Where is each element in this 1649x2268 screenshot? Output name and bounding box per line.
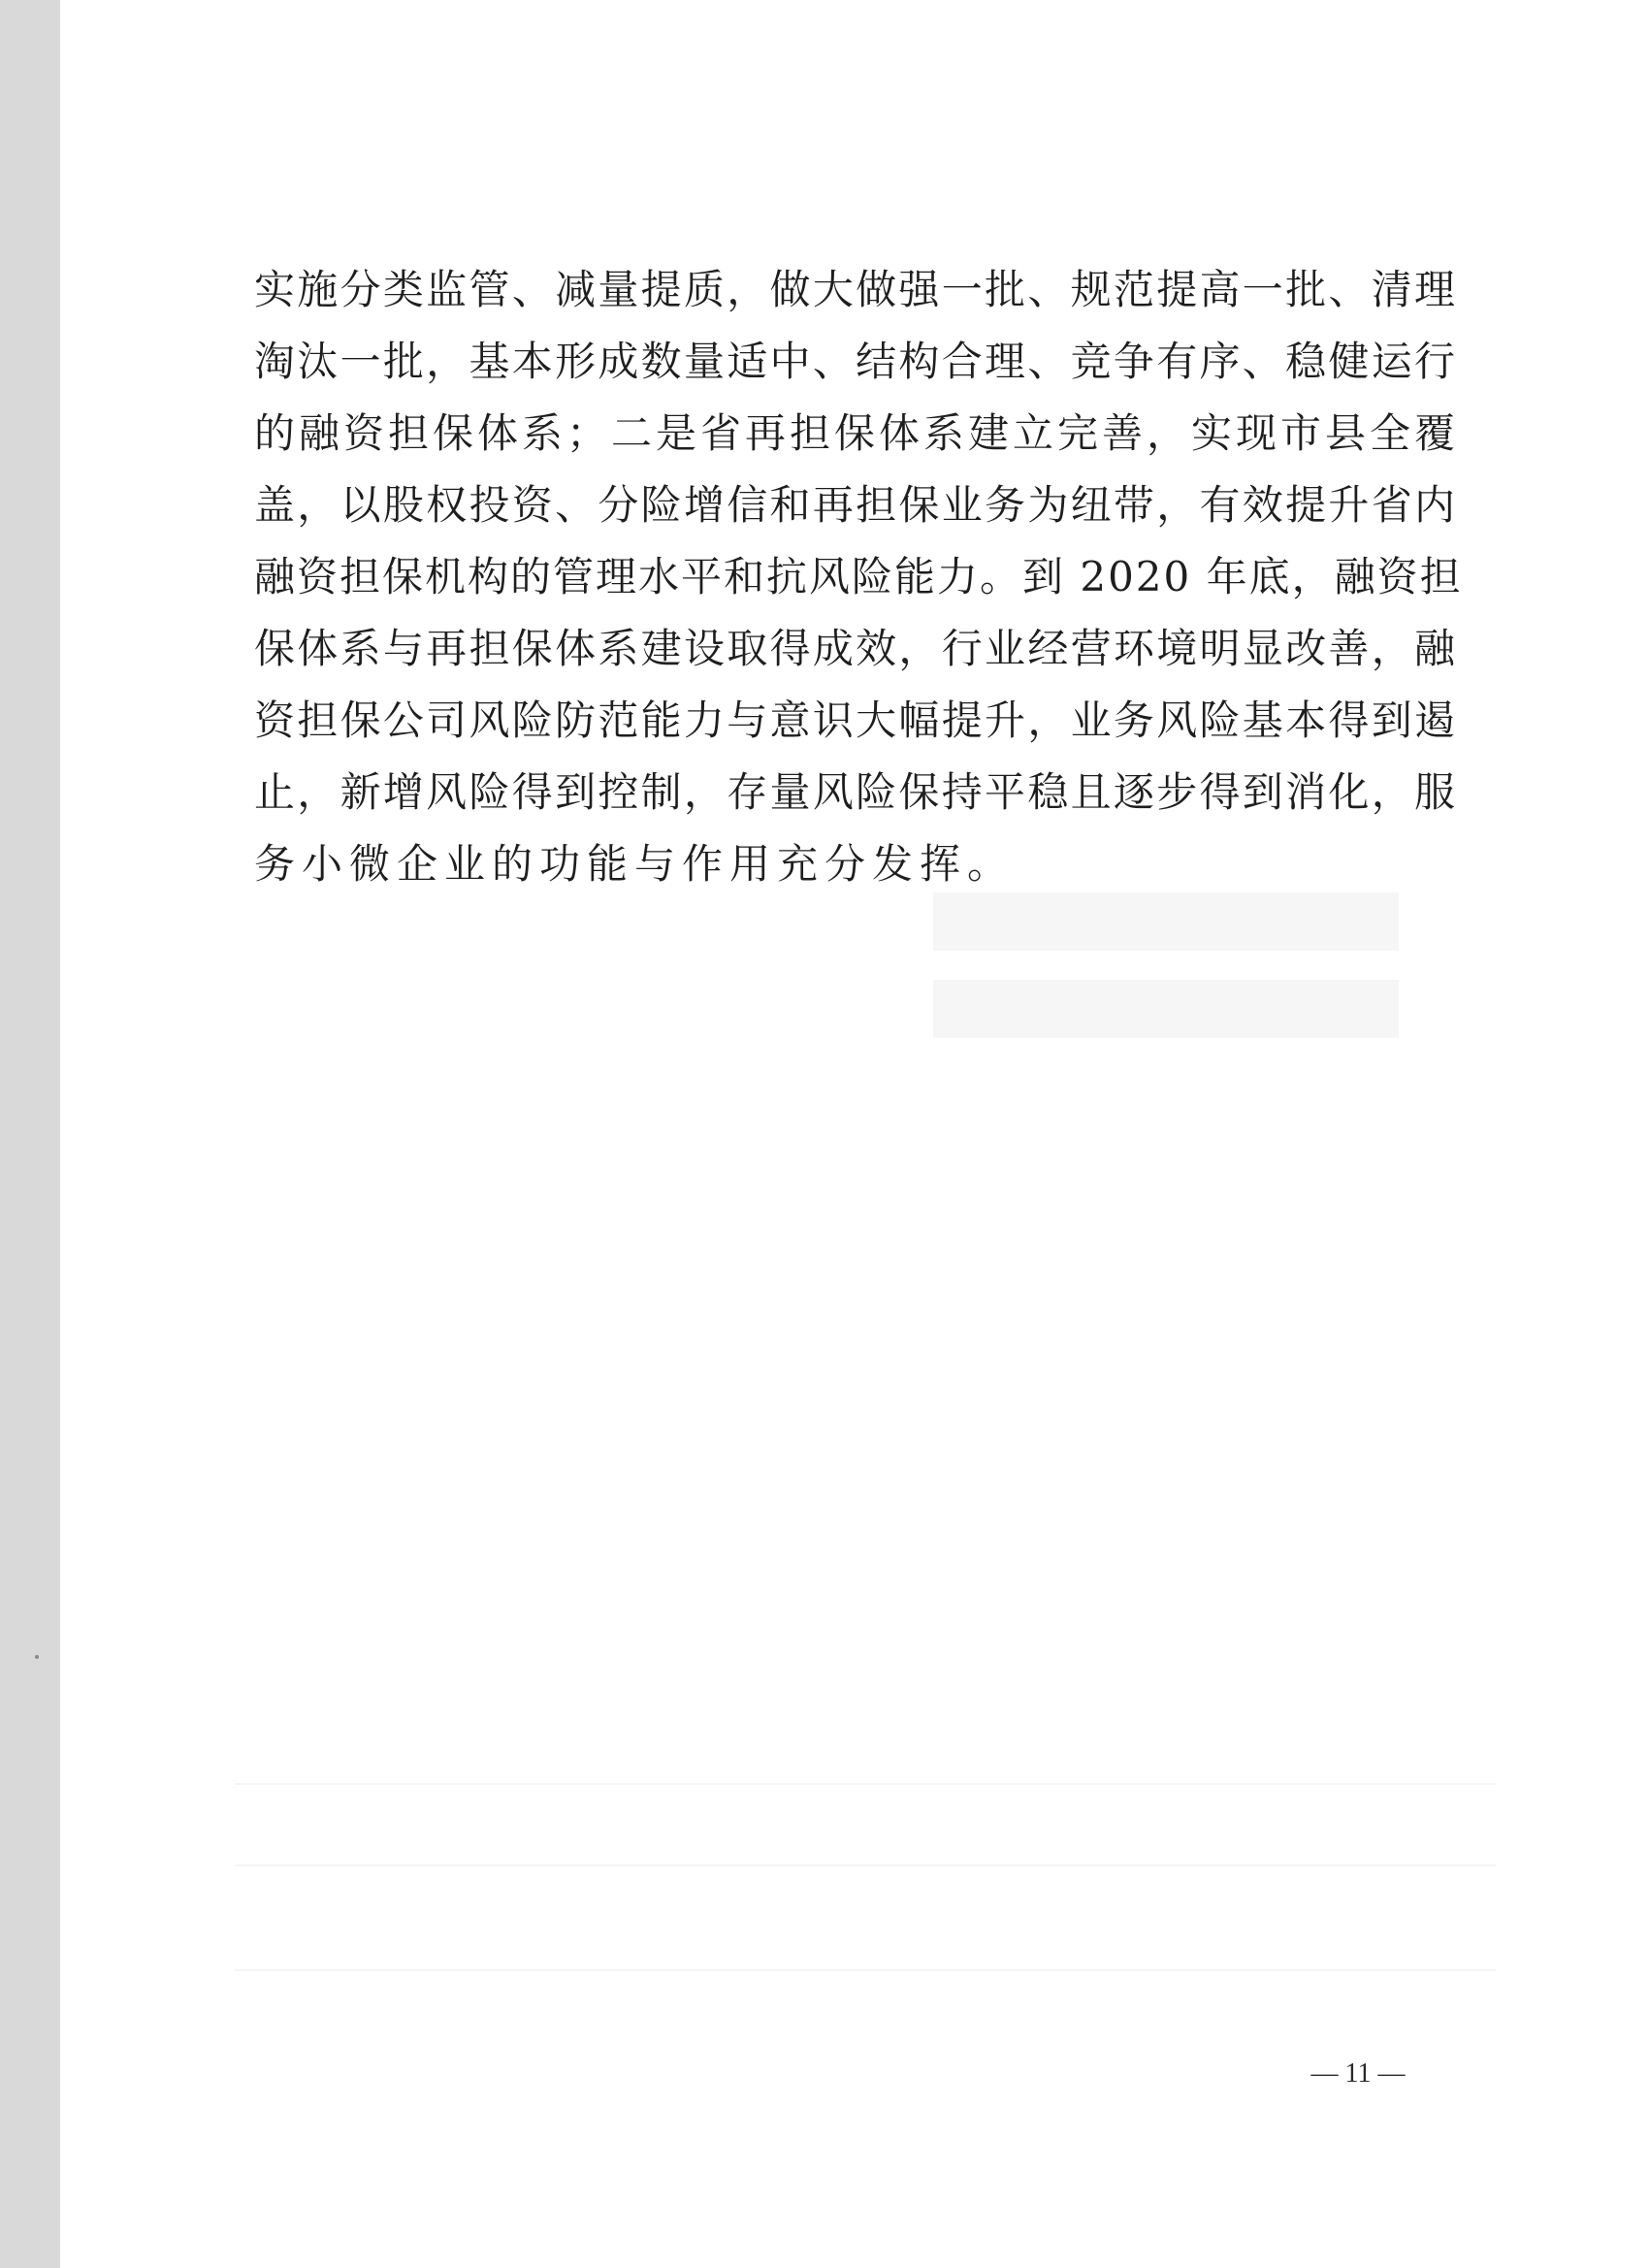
paragraph-line: 淘汰一批，基本形成数量适中、结构合理、竞争有序、稳健运行 xyxy=(254,338,1457,385)
paragraph-line: 止，新增风险得到控制，存量风险保持平稳且逐步得到消化，服 xyxy=(254,768,1457,816)
paragraph-line: 融资担保机构的管理水平和抗风险能力。到 2020 年底，融资担 xyxy=(254,553,1463,600)
paragraph-line: 的融资担保体系；二是省再担保体系建立完善，实现市县全覆 xyxy=(254,409,1457,457)
page-number: — 11 — xyxy=(1310,2058,1406,2089)
paragraph-line: 资担保公司风险防范能力与意识大幅提升，业务风险基本得到遏 xyxy=(254,697,1457,744)
paragraph-line: 保体系与再担保体系建设取得成效，行业经营环境明显改善，融 xyxy=(254,625,1457,672)
bleed-through-rule xyxy=(235,1864,1496,1866)
paragraph-line: 实施分类监管、减量提质，做大做强一批、规范提高一批、清理 xyxy=(254,266,1457,313)
bleed-through-rule xyxy=(235,1969,1496,1971)
bleed-through-mark xyxy=(933,892,1399,951)
paragraph-line: 盖，以股权投资、分险增信和再担保业务为纽带，有效提升省内 xyxy=(254,481,1457,529)
body-paragraph xyxy=(254,254,1463,900)
scan-speck xyxy=(35,1655,39,1659)
paragraph-line: 务小微企业的功能与作用充分发挥。 xyxy=(254,840,1016,888)
bleed-through-mark xyxy=(933,980,1399,1038)
bleed-through-rule xyxy=(235,1783,1496,1785)
